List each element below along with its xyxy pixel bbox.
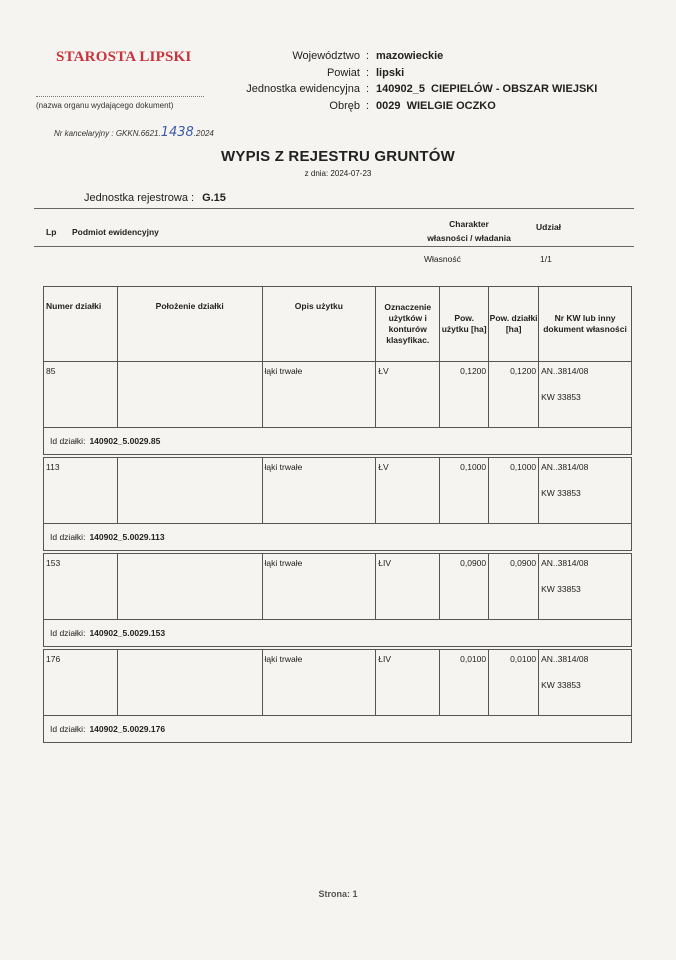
signature-dotted-line (36, 96, 204, 97)
cell-oznaczenie: ŁIV (376, 650, 440, 716)
col-numer: Numer działki (44, 287, 118, 362)
header-label-powiat: Powiat (326, 66, 360, 79)
cell-oznaczenie: ŁV (376, 362, 440, 428)
parcel-id: 140902_5.0029.113 (89, 532, 165, 542)
cell-pow-dzialki: 0,0100 (489, 650, 539, 716)
cell-pow-dzialki: 0,1000 (489, 458, 539, 524)
page-number: Strona: 1 (318, 889, 358, 899)
cell-pow-uzytku: 0,1200 (440, 362, 489, 428)
header-label-jednostka: Jednostka ewidencyjna (246, 83, 360, 95)
header-values (376, 48, 597, 114)
cell-opis: łąki trwałe (262, 650, 376, 716)
table-header-row (44, 287, 632, 362)
cell-pow-uzytku: 0,0100 (440, 650, 489, 716)
parcel-id: 140902_5.0029.85 (89, 436, 161, 446)
cell-numer: 85 (44, 362, 118, 428)
header-labels (200, 48, 360, 114)
col-pow-uzytku: Pow. użytku [ha] (440, 287, 489, 362)
cell-polozenie (117, 458, 262, 524)
table-id-row: Id działki: 140902_5.0029.176 (44, 716, 632, 743)
col-polozenie: Położenie działki (117, 287, 262, 362)
cell-opis: łąki trwałe (262, 554, 376, 620)
header-value-wojewodztwo: mazowieckie (376, 50, 444, 62)
owners-charakter-value: Własność (424, 254, 461, 264)
cell-kw: AN..3814/08 KW 33853 (539, 650, 632, 716)
owners-podmiot-header: Podmiot ewidencyjny (72, 227, 159, 237)
issuer-stamp: STAROSTA LIPSKI (56, 49, 192, 65)
table-id-row: Id działki: 140902_5.0029.85 (44, 428, 632, 455)
table-row (44, 362, 632, 428)
jednostka-rejestrowa: Jednostka rejestrowa : G.15 (84, 192, 226, 204)
owners-udzial-value: 1/1 (540, 254, 552, 264)
table-row (44, 554, 632, 620)
table-row (44, 458, 632, 524)
divider (34, 208, 634, 209)
kancelaryjny-number: Nr kancelaryjny : GKKN.6621.1438.2024 (54, 125, 214, 140)
cell-kw: AN..3814/08 KW 33853 (539, 458, 632, 524)
table-id-row: Id działki: 140902_5.0029.153 (44, 620, 632, 647)
col-pow-dzialki: Pow. działki [ha] (489, 287, 539, 362)
parcel-id: 140902_5.0029.153 (89, 628, 166, 638)
cell-numer: 153 (44, 554, 118, 620)
header-colons: : : : : (366, 50, 370, 112)
col-kw: Nr KW lub inny dokument własności (539, 287, 632, 362)
handwritten-number: 1438 (160, 125, 194, 140)
cell-oznaczenie: ŁIV (376, 554, 440, 620)
owners-charakter-header: Charakter własności / władania (427, 219, 511, 243)
cell-polozenie (117, 554, 262, 620)
cell-pow-dzialki: 0,0900 (489, 554, 539, 620)
header-value-powiat: lipski (376, 66, 405, 79)
col-opis: Opis użytku (262, 287, 376, 362)
cell-numer: 113 (44, 458, 118, 524)
owners-udzial-header: Udział (536, 222, 562, 232)
document-title: WYPIS Z REJESTRU GRUNTÓW (221, 148, 455, 165)
cell-numer: 176 (44, 650, 118, 716)
document-date: z dnia: 2024-07-23 (304, 169, 372, 178)
header-value-jednostka: 140902_5 CIEPIELÓW - OBSZAR WIEJSKI (376, 83, 598, 95)
cell-pow-dzialki: 0,1200 (489, 362, 539, 428)
divider (34, 246, 634, 247)
header-label-wojewodztwo: Województwo (292, 50, 360, 62)
table-id-row: Id działki: 140902_5.0029.113 (44, 524, 632, 551)
organ-note: (nazwa organu wydającego dokument) (36, 101, 174, 110)
cell-oznaczenie: ŁV (376, 458, 440, 524)
cell-polozenie (117, 650, 262, 716)
header-value-obreb: 0029 WIELGIE OCZKO (376, 99, 496, 112)
owners-lp-header: Lp (46, 227, 57, 237)
cell-opis: łąki trwałe (262, 458, 376, 524)
header-label-obreb: Obręb (329, 99, 360, 112)
cell-pow-uzytku: 0,0900 (440, 554, 489, 620)
parcel-id: 140902_5.0029.176 (89, 724, 166, 734)
parcels-table (43, 286, 632, 743)
cell-polozenie (117, 362, 262, 428)
cell-kw: AN..3814/08 KW 33853 (539, 362, 632, 428)
col-oznaczenie: Oznaczenie użytków i konturów klasyfikac. (376, 287, 440, 362)
cell-pow-uzytku: 0,1000 (440, 458, 489, 524)
cell-kw: AN..3814/08 KW 33853 (539, 554, 632, 620)
cell-opis: łąki trwałe (262, 362, 376, 428)
table-row (44, 650, 632, 716)
